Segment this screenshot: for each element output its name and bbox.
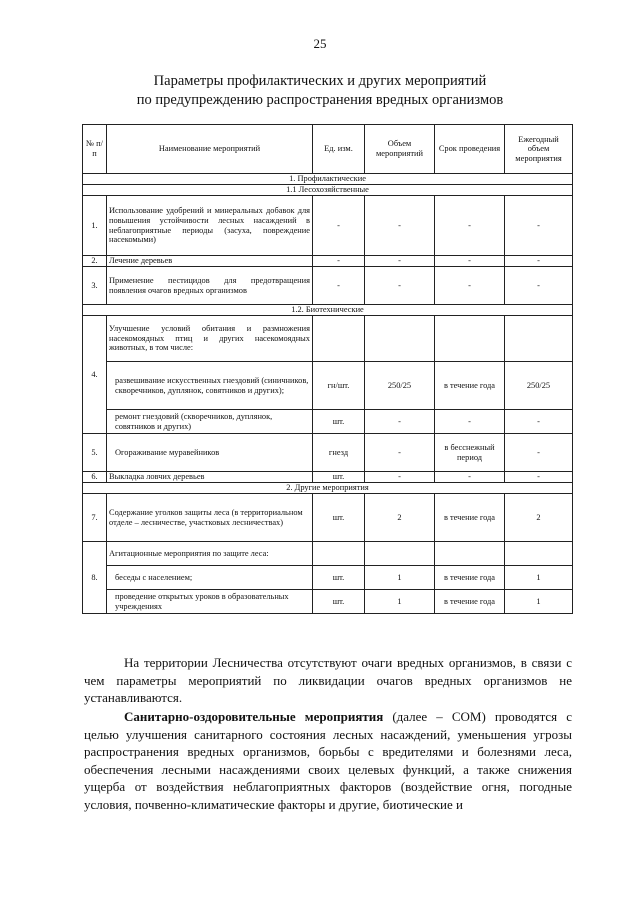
row-num: 4. <box>83 316 107 434</box>
row-name: Огораживание муравейников <box>107 434 313 472</box>
paragraph-2-bold: Санитарно-оздоровительные мероприятия <box>124 709 384 724</box>
paragraph-2 <box>84 708 572 813</box>
header-unit: Ед. изм. <box>313 125 365 174</box>
row-unit: гнезд <box>313 434 365 472</box>
paragraph-2-text: (далее – СОМ) проводятся с целью улучшения санитарного состояния лесных насаждений, уменьшения угрозы распространения вредных организмов, борьбы с вредителями и болезнями леса, обеспечения лесными насаждениями своих целевых функций, а также снижения ущерба от воздействия неблагоприятных факторов (воздействие огня, погодные условия, почвенно-климатические факторы и другие, биотические и <box>84 709 573 812</box>
row-volume: - <box>365 196 435 256</box>
row-term: - <box>435 256 505 267</box>
row-annual: 1 <box>505 590 573 614</box>
row-name: Лечение деревьев <box>107 256 313 267</box>
row-volume: - <box>365 434 435 472</box>
row-volume: - <box>365 267 435 305</box>
section-row <box>83 483 573 494</box>
row-term: в бесснежный период <box>435 434 505 472</box>
row-name: развешивание искусственных гнездовий (синичников, скворечников, дуплянок, совятников и других); <box>107 362 313 410</box>
header-name: Наименование мероприятий <box>107 125 313 174</box>
row-unit: шт. <box>313 410 365 434</box>
section-2: 2. Другие мероприятия <box>83 483 573 494</box>
table-row <box>83 410 573 434</box>
row-annual: 250/25 <box>505 362 573 410</box>
row-num: 6. <box>83 472 107 483</box>
row-unit: шт. <box>313 590 365 614</box>
paragraph-1 <box>84 654 572 707</box>
title-line-1: Параметры профилактических и других мероприятий <box>153 73 487 89</box>
row-num: 5. <box>83 434 107 472</box>
paragraph-1-text: На территории Лесничества отсутствуют очаги вредных организмов, в связи с чем параметры мероприятий по ликвидации очагов вредных организмов не устанавливаются. <box>84 655 572 705</box>
row-num: 3. <box>83 267 107 305</box>
row-term: в течение года <box>435 590 505 614</box>
row-volume: - <box>365 410 435 434</box>
row-num: 8. <box>83 542 107 614</box>
section-1: 1. Профилактические <box>83 174 573 185</box>
row-annual: 2 <box>505 494 573 542</box>
page-number: 25 <box>313 36 327 51</box>
section-row <box>83 185 573 196</box>
row-num: 7. <box>83 494 107 542</box>
table-row <box>83 542 573 566</box>
table-title <box>80 72 560 110</box>
row-term: - <box>435 410 505 434</box>
row-name: ремонт гнездовий (скворечников, дуплянок, совятников и других) <box>107 410 313 434</box>
table-row <box>83 472 573 483</box>
table-row <box>83 267 573 305</box>
row-name: беседы с населением; <box>107 566 313 590</box>
row-name: Применение пестицидов для предотвращения появления очагов вредных организмов <box>107 267 313 305</box>
row-name: Улучшение условий обитания и размножения насекомоядных птиц и других насекомоядных животных, в том числе: <box>107 316 313 362</box>
table-row <box>83 256 573 267</box>
table-row <box>83 316 573 362</box>
table-row <box>83 196 573 256</box>
table-row <box>83 494 573 542</box>
row-term: в течение года <box>435 494 505 542</box>
row-annual: 1 <box>505 566 573 590</box>
row-unit: - <box>313 196 365 256</box>
row-volume: - <box>365 472 435 483</box>
header-volume: Объем мероприятий <box>365 125 435 174</box>
row-annual: - <box>505 196 573 256</box>
row-unit: шт. <box>313 472 365 483</box>
row-volume: 1 <box>365 590 435 614</box>
row-term: - <box>435 472 505 483</box>
row-unit: - <box>313 267 365 305</box>
row-term: в течение года <box>435 362 505 410</box>
row-annual: - <box>505 472 573 483</box>
row-name: Содержание уголков защиты леса (в территориальном отделе – лесничестве, участковых лесничествах) <box>107 494 313 542</box>
header-num: № п/п <box>83 125 107 174</box>
section-row <box>83 174 573 185</box>
row-annual: - <box>505 410 573 434</box>
row-name: Использование удобрений и минеральных добавок для повышения устойчивости лесных насаждений в неблагоприятные периоды (засуха, повреждение насекомыми) <box>107 196 313 256</box>
table-header-row <box>83 125 573 174</box>
row-num: 1. <box>83 196 107 256</box>
row-term: - <box>435 196 505 256</box>
header-annual: Ежегодный объем мероприятия <box>505 125 573 174</box>
row-unit: шт. <box>313 566 365 590</box>
table-row <box>83 590 573 614</box>
row-unit: шт. <box>313 494 365 542</box>
header-term: Срок проведения <box>435 125 505 174</box>
row-volume: 1 <box>365 566 435 590</box>
row-volume: 250/25 <box>365 362 435 410</box>
row-unit: - <box>313 256 365 267</box>
row-annual: - <box>505 267 573 305</box>
row-term: - <box>435 267 505 305</box>
row-annual: - <box>505 434 573 472</box>
row-name: Агитационные мероприятия по защите леса: <box>107 542 313 566</box>
row-unit: гн/шт. <box>313 362 365 410</box>
row-num: 2. <box>83 256 107 267</box>
measures-table <box>82 124 573 614</box>
row-annual: - <box>505 256 573 267</box>
title-line-2: по предупреждению распространения вредных организмов <box>136 92 504 108</box>
section-1-2: 1.2. Биотехнические <box>83 305 573 316</box>
row-term: в течение года <box>435 566 505 590</box>
table-row <box>83 434 573 472</box>
section-row <box>83 305 573 316</box>
row-name: проведение открытых уроков в образовательных учреждениях <box>107 590 313 614</box>
table-row <box>83 566 573 590</box>
row-volume: - <box>365 256 435 267</box>
row-volume: 2 <box>365 494 435 542</box>
table-row <box>83 362 573 410</box>
section-1-1: 1.1 Лесохозяйственные <box>83 185 573 196</box>
row-name: Выкладка ловчих деревьев <box>107 472 313 483</box>
